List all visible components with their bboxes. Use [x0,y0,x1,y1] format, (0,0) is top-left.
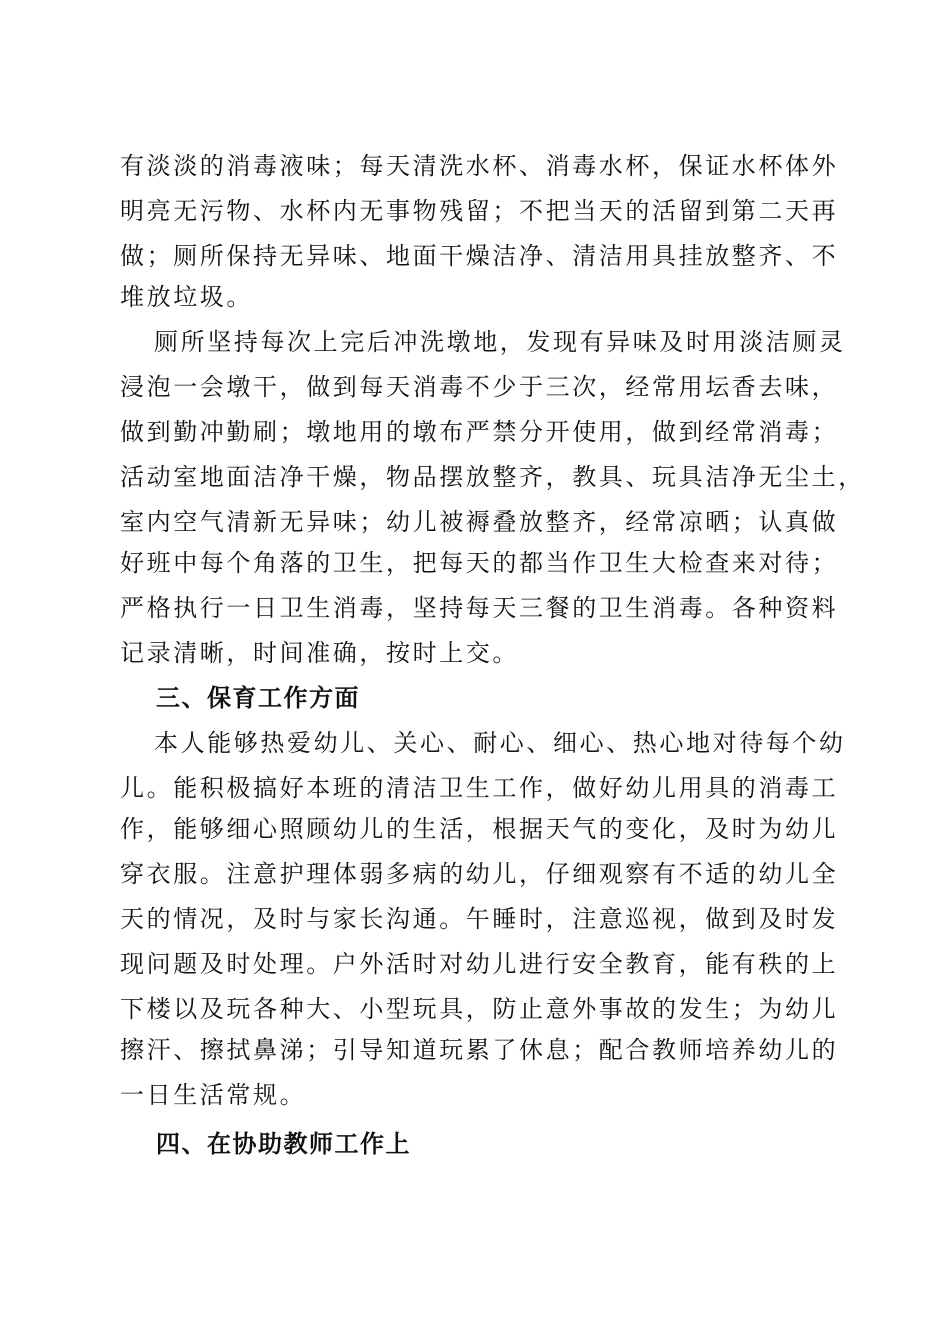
paragraph-1-line-2: 明亮无污物、水杯内无事物残留；不把当天的活留到第二天再 [120,197,839,225]
paragraph-3-line-8: 擦汗、擦拭鼻涕；引导知道玩累了休息；配合教师培养幼儿的 [120,1036,839,1064]
paragraph-2-line-1: 厕所坚持每次上完后冲洗墩地，发现有异味及时用淡洁厕灵 [154,328,846,356]
paragraph-3-line-5: 天的情况，及时与家长沟通。午睡时，注意巡视，做到及时发 [120,905,839,933]
paragraph-2-line-7: 严格执行一日卫生消毒，坚持每天三餐的卫生消毒。各种资料 [120,594,839,622]
paragraph-1-line-4: 堆放垃圾。 [120,283,253,311]
paragraph-2-line-5: 室内空气清新无异味；幼儿被褥叠放整齐，经常凉晒；认真做 [120,508,839,536]
paragraph-3-line-4: 穿衣服。注意护理体弱多病的幼儿，仔细观察有不适的幼儿全 [120,860,839,888]
paragraph-2-line-8: 记录清晰，时间准确，按时上交。 [120,639,519,667]
paragraph-3-line-6: 现问题及时处理。户外活时对幼儿进行安全教育，能有秩的上 [120,950,839,978]
paragraph-2-line-3: 做到勤冲勤刷；墩地用的墩布严禁分开使用，做到经常消毒； [120,418,839,446]
paragraph-1-line-3: 做；厕所保持无异味、地面干燥洁净、清洁用具挂放整齐、不 [120,242,839,270]
paragraph-2-line-6: 好班中每个角落的卫生，把每天的都当作卫生大检查来对待； [120,549,839,577]
paragraph-3-line-2: 儿。能积极搞好本班的清洁卫生工作，做好幼儿用具的消毒工 [120,774,839,802]
section-heading-3: 三、保育工作方面 [156,684,360,712]
paragraph-3-line-9: 一日生活常规。 [120,1081,307,1109]
paragraph-2-line-4: 活动室地面洁净干燥，物品摆放整齐，教具、玩具洁净无尘土， [120,463,865,491]
paragraph-3-line-1: 本人能够热爱幼儿、关心、耐心、细心、热心地对待每个幼 [154,729,846,757]
paragraph-3-line-3: 作，能够细心照顾幼儿的生活，根据天气的变化，及时为幼儿 [120,815,839,843]
paragraph-2-line-2: 浸泡一会墩干，做到每天消毒不少于三次，经常用坛香去味， [120,373,839,401]
paragraph-3-line-7: 下楼以及玩各种大、小型玩具，防止意外事故的发生；为幼儿 [120,995,839,1023]
paragraph-1-line-1: 有淡淡的消毒液味；每天清洗水杯、消毒水杯，保证水杯体外 [120,152,839,180]
section-heading-4: 四、在协助教师工作上 [156,1130,411,1158]
